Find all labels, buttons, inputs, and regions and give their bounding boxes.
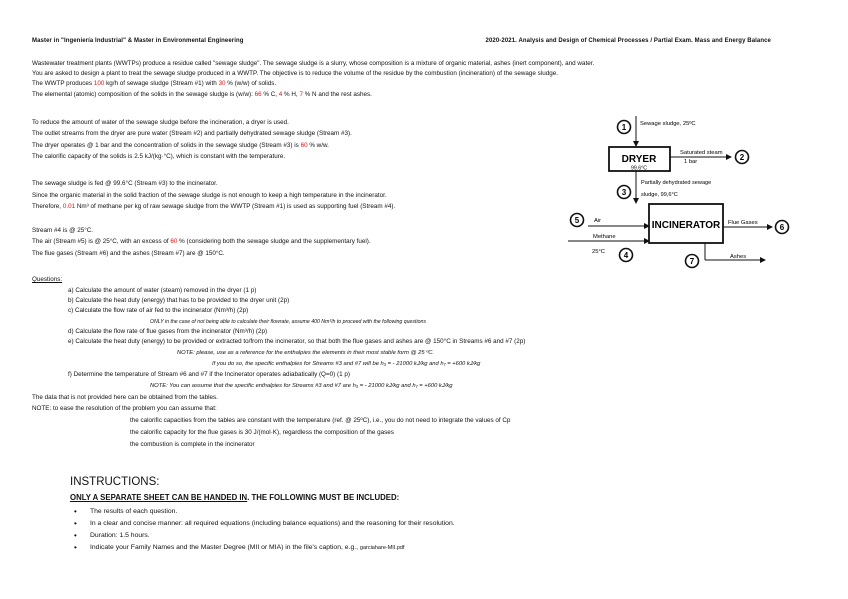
instructions-title: INSTRUCTIONS: [70,476,160,488]
process-flow-diagram [560,110,800,275]
svg-text:2: 2 [739,153,745,162]
svg-text:Saturated steam: Saturated steam [680,150,723,156]
intro-line-4: The elemental (atomic) composition of the solids in the sewage sludge is (w/w): 66 % C, 4 % H, 7 % N and the rest ashes. [32,91,372,98]
intro-line-1: Wastewater treatment plants (WWTPs) produce a residue called "sewage sludge". The sewage sludge is a slurry, whose composition is a mixture of organic material, ashes (inert component), and water. [32,60,595,67]
nitrogen-value: 7 [299,91,303,98]
stream-6 [723,220,789,234]
question-f-note: NOTE: You can assume that the specific enthalpies for Streams #3 and #7 are h₃ = - 21000 kJ/kg and h₇ = +600 kJ/kg [150,383,453,389]
instructions-subtitle: ONLY A SEPARATE SHEET CAN BE HANDED IN. THE FOLLOWING MUST BE INCLUDED: [70,493,400,502]
instruction-item: • Duration: 1.5 hours. [74,530,455,542]
question-e-note-1: NOTE: please, use as a reference for the enthalpies the elements in their most stable form @ 25 ºC. [177,350,435,356]
intro-line-3: The WWTP produces 100 kg/h of sewage sludge (Stream #1) with 30 % (w/w) of solids. [32,80,277,87]
svg-text:Air: Air [594,218,602,224]
dryer-solids-value: 60 [300,142,308,149]
svg-text:6: 6 [779,223,785,232]
streams-line-2: The air (Stream #5) is @ 25°C, with an excess of 60 % (considering both the sewage sludge and the supplementary fuel). [32,238,371,245]
air-excess-value: 60 [170,238,178,245]
streams-line-3: The flue gases (Stream #6) and the ashes (Stream #7) are @ 150°C. [32,250,225,257]
instruction-item: • The results of each question. [74,506,455,518]
incin-line-1: The sewage sludge is fed @ 99.6°C (Stream #3) to the incinerator. [32,180,218,187]
notes-line-4: the calorific capacity for the flue gases is 30 J/(mol·K), regardless the composition of the gases [130,429,394,436]
stream-3 [618,171,712,203]
carbon-value: 66 [254,91,262,98]
streams-line-1: Stream #4 is @ 25°C. [32,227,94,234]
question-e-note-2: If you do so, the specific enthalpies for Streams #3 and #7 will be h₃ = - 21000 kJ/kg and h₇ = +600 kJ/kg [212,361,481,367]
questions-title: Questions: [32,276,63,283]
notes-line-2: NOTE: to ease the resolution of the problem you can assume that: [32,405,217,412]
dryer-line-2: The outlet streams from the dryer are pure water (Stream #2) and partially dehydrated sewage sludge (Stream #3). [32,130,352,137]
notes-line-1: The data that is not provided here can be obtained from the tables. [32,394,218,401]
svg-text:Methane: Methane [593,234,616,240]
svg-text:sludge, 99,6°C: sludge, 99,6°C [641,192,678,198]
stream-5 [571,214,650,227]
stream-2 [670,150,749,165]
svg-text:3: 3 [621,188,627,197]
dryer-line-1: To reduce the amount of water of the sewage sludge before the incineration, a dryer is used. [32,119,289,126]
svg-text:25°C: 25°C [592,249,605,255]
instruction-item: • Indicate your Family Names and the Master Degree (MII or MIA) in the file's caption, e.g., garciahare-MII.pdf [74,542,455,554]
svg-text:Partially dehydrated sewage: Partially dehydrated sewage [641,180,712,186]
svg-text:Ashes: Ashes [730,254,747,260]
instruction-item: • In a clear and concise manner: all required equations (including balance equations) and the reasoning for their resolution. [74,518,455,530]
svg-text:Sewage sludge, 25ºC: Sewage sludge, 25ºC [640,121,696,127]
question-d: d) Calculate the flow rate of flue gases from the incinerator (Nm³/h) (2p) [68,328,268,335]
stream-7 [686,243,766,268]
header-right: 2020-2021. Analysis and Design of Chemical Processes / Partial Exam. Mass and Energy Balance [485,38,771,44]
question-c: c) Calculate the flow rate of air fed to the incinerator (Nm³/h) (2p) [68,307,249,314]
svg-text:INCINERATOR: INCINERATOR [651,220,721,231]
intro-line-2: You are asked to design a plant to treat the sewage sludge produced in a WWTP. The objective is to reduce the volume of the residue by the combustion (incineration) of the sewage sludge. [32,70,558,77]
dryer-unit [609,147,670,172]
incin-line-3: Therefore, 0.01 Nm³ of methane per kg of raw sewage sludge from the WWTP (Stream #1) is used as supporting fuel (Stream #4). [32,203,396,210]
methane-ratio-value: 0.01 [62,203,76,210]
notes-line-3: the calorific capacities from the tables are constant with the temperature (ref. @ 25ºC), i.e., you do not need to integrate the values of Cp [130,417,511,424]
dryer-line-4: The calorific capacity of the solids is 2.5 kJ/(kg·°C), which is constant with the temperature. [32,153,286,160]
instructions-list [74,506,455,554]
dryer-line-3: The dryer operates @ 1 bar and the concentration of solids in the sewage sludge (Stream #3) is 60 % w/w. [32,142,329,149]
question-a: a) Calculate the amount of water (steam) removed in the dryer (1 p) [68,287,257,294]
question-e: e) Calculate the heat duty (energy) to be provided or extracted to/from the incinerator, so that both the flue gases and ashes are @ 150°C in Streams #6 and #7 (2p) [68,338,526,345]
header-left: Master in "Ingeniería Industrial" & Master in Environmental Engineering [32,38,244,44]
svg-text:1: 1 [621,123,627,132]
question-c-note: ONLY in the case of not being able to calculate their flowrate, assume 400 Nm³/h to proceed with the following questions [150,319,426,325]
svg-text:4: 4 [623,251,629,260]
svg-text:1 bar: 1 bar [684,159,698,165]
hydrogen-value: 4 [278,91,283,98]
svg-text:99.6°C: 99.6°C [631,165,647,172]
stream-1 [618,116,696,146]
sludge-flow-value: 100 [93,80,105,87]
notes-line-5: the combustion is complete in the incinerator [130,441,255,448]
svg-text:5: 5 [574,216,580,225]
stream-4 [568,234,649,262]
svg-text:DRYER: DRYER [621,154,657,165]
solids-percent-value: 30 [218,80,226,87]
question-f: f) Determine the temperature of Stream #6 and #7 if the Incinerator operates adiabatically (Q=0) (1 p) [68,371,350,378]
svg-text:7: 7 [689,257,695,266]
incinerator-unit [649,204,723,243]
question-b: b) Calculate the heat duty (energy) that has to be provided to the dryer unit (2p) [68,297,290,304]
svg-text:Flue Gases: Flue Gases [728,220,758,226]
incin-line-2: Since the organic material in the solid fraction of the sewage sludge is not enough to keep a high temperature in the incinerator. [32,192,387,199]
